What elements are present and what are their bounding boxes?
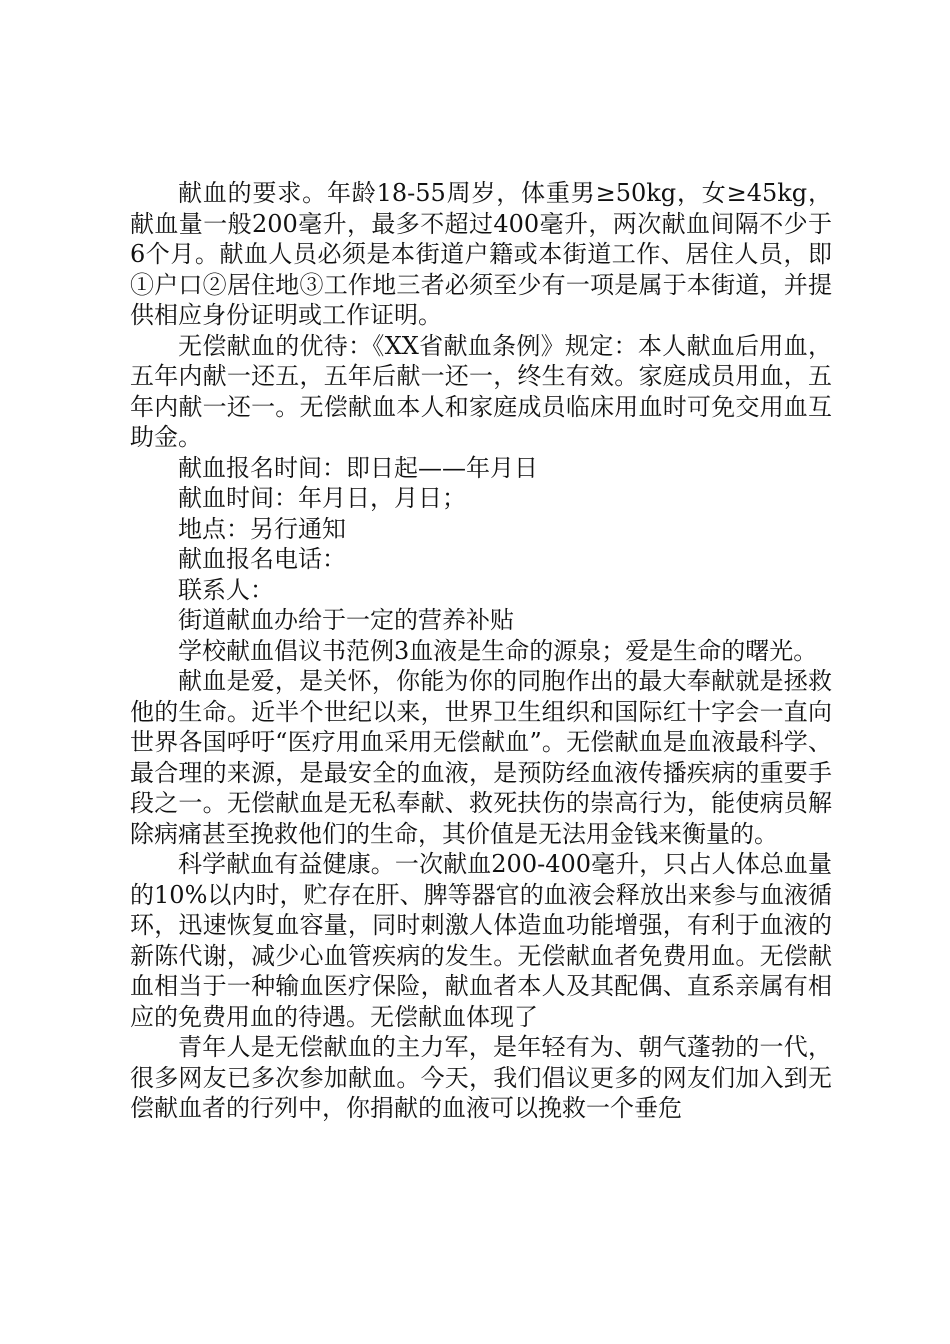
paragraph-location: 地点：另行通知 — [178, 514, 346, 543]
paragraph-example-heading: 学校献血倡议书范例3血液是生命的源泉；爱是生命的曙光。 — [178, 636, 818, 665]
paragraph-subsidy: 街道献血办给于一定的营养补贴 — [178, 606, 514, 634]
document-page — [130, 178, 832, 1124]
paragraph-requirements: 献血的要求。年龄18-55周岁，体重男≥50kg，女≥45kg，献血量一般200毫升，最多不超过400毫升，两次献血间隔不少于6个月。献血人员必须是本街道户籍或本街道工作、居住人员，即①户口②居住地③工作地三者必须至少有一项是属于本街道，并提供相应身份证明或工作证明。 — [130, 179, 832, 329]
paragraph-youth: 青年人是无偿献血的主力军，是年轻有为、朝气蓬勃的一代，很多网友已多次参加献血。今天，我们倡议更多的网友们加入到无偿献血者的行列中，你捐献的血液可以挽救一个垂危 — [130, 1033, 832, 1122]
paragraph-blood-is-love: 献血是爱，是关怀，你能为你的同胞作出的最大奉献就是拯救他的生命。近半个世纪以来，世界卫生组织和国际红十字会一直向世界各国呼吁“医疗用血采用无偿献血”。无偿献血是血液最科学、最合理的来源，是最安全的血液，是预防经血液传播疾病的重要手段之一。无偿献血是无私奉献、救死扶伤的崇高行为，能使病员解除病痛甚至挽救他们的生命，其价值是无法用金钱来衡量的。 — [130, 667, 832, 848]
paragraph-donation-time: 献血时间：年月日，月日； — [178, 484, 466, 512]
paragraph-benefits: 无偿献血的优待：《XX省献血条例》规定：本人献血后用血，五年内献一还五，五年后献一还一，终生有效。家庭成员用血，五年内献一还一。无偿献血本人和家庭成员临床用血时可免交用血互助金。 — [130, 331, 832, 451]
paragraph-contact: 联系人： — [178, 575, 274, 604]
paragraph-healthy-donation: 科学献血有益健康。一次献血200-400毫升，只占人体总血量的10%以内时，贮存在肝、脾等器官的血液会释放出来参与血液循环，迅速恢复血容量，同时刺激人体造血功能增强，有利于血液的新陈代谢，减少心血管疾病的发生。无偿献血者免费用血。无偿献血相当于一种输血医疗保险，献血者本人及其配偶、直系亲属有相应的免费用血的待遇。无偿献血体现了 — [130, 850, 832, 1031]
paragraph-registration-time: 献血报名时间：即日起——年月日 — [178, 453, 538, 482]
paragraph-phone: 献血报名电话： — [178, 545, 346, 573]
